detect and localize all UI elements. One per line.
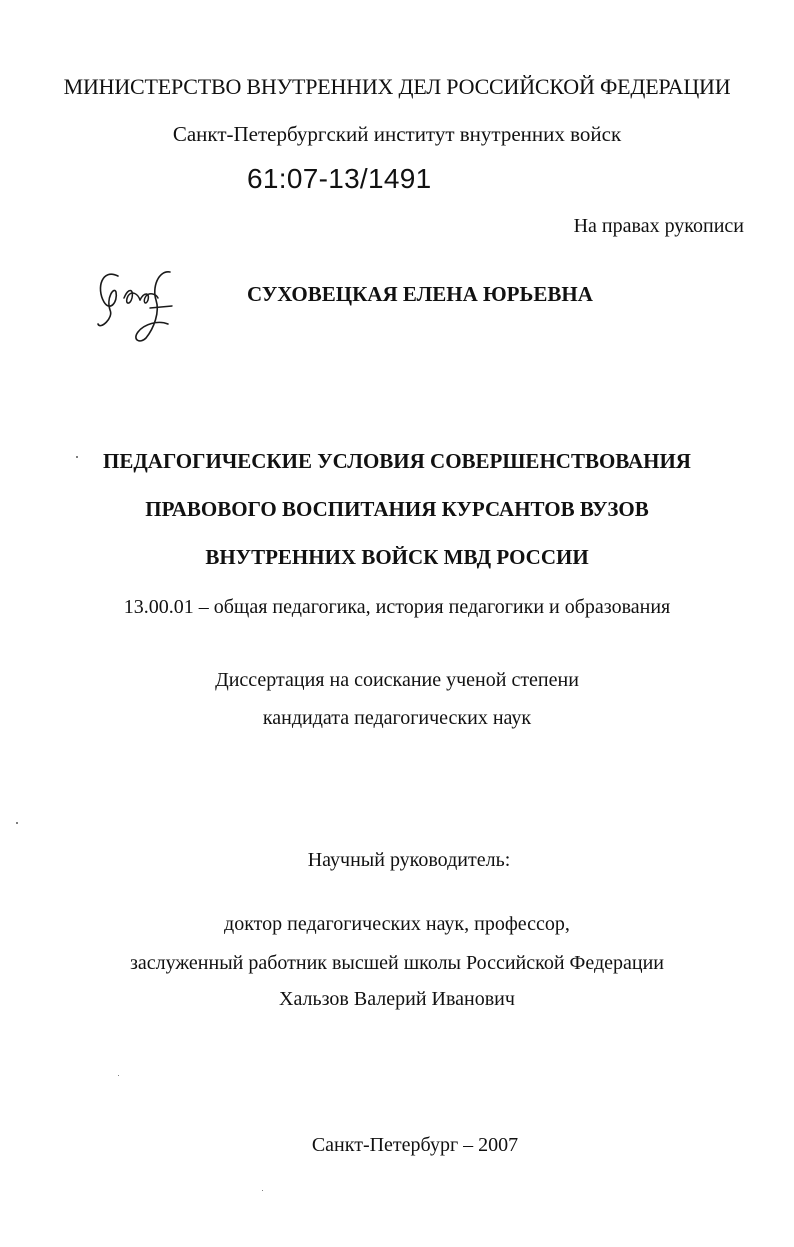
city-year: Санкт-Петербург – 2007 <box>311 1134 519 1156</box>
supervisor-honor: заслуженный работник высшей школы Российской Федерации <box>129 952 664 974</box>
signature-icon <box>88 258 184 348</box>
title-line-3: ВНУТРЕННИХ ВОЙСК МВД РОССИИ <box>205 545 589 569</box>
scan-speck <box>262 1190 263 1191</box>
supervisor-label: Научный руководитель: <box>307 849 511 871</box>
title-line-1: ПЕДАГОГИЧЕСКИЕ УСЛОВИЯ СОВЕРШЕНСТВОВАНИЯ <box>103 449 691 473</box>
supervisor-name: Хальзов Валерий Иванович <box>279 988 515 1010</box>
supervisor-degree: доктор педагогических наук, профессор, <box>224 913 570 935</box>
dissertation-line-1: Диссертация на соискание ученой степени <box>215 669 579 691</box>
rights-note: На правах рукописи <box>573 215 744 237</box>
specialty-code: 13.00.01 – общая педагогика, история педагогики и образования <box>123 596 671 618</box>
institute-name: Санкт-Петербургский институт внутренних войск <box>172 122 622 146</box>
dissertation-line-2: кандидата педагогических наук <box>262 707 532 729</box>
scan-speck <box>16 822 18 824</box>
scan-speck <box>118 1075 119 1076</box>
title-line-2: ПРАВОВОГО ВОСПИТАНИЯ КУРСАНТОВ ВУЗОВ <box>145 497 649 521</box>
author-name: СУХОВЕЦКАЯ ЕЛЕНА ЮРЬЕВНА <box>247 282 593 306</box>
catalog-number: 61:07-13/1491 <box>247 163 432 194</box>
scan-speck <box>76 456 78 458</box>
ministry-heading: МИНИСТЕРСТВО ВНУТРЕННИХ ДЕЛ РОССИЙСКОЙ ФЕДЕРАЦИИ <box>63 74 731 99</box>
